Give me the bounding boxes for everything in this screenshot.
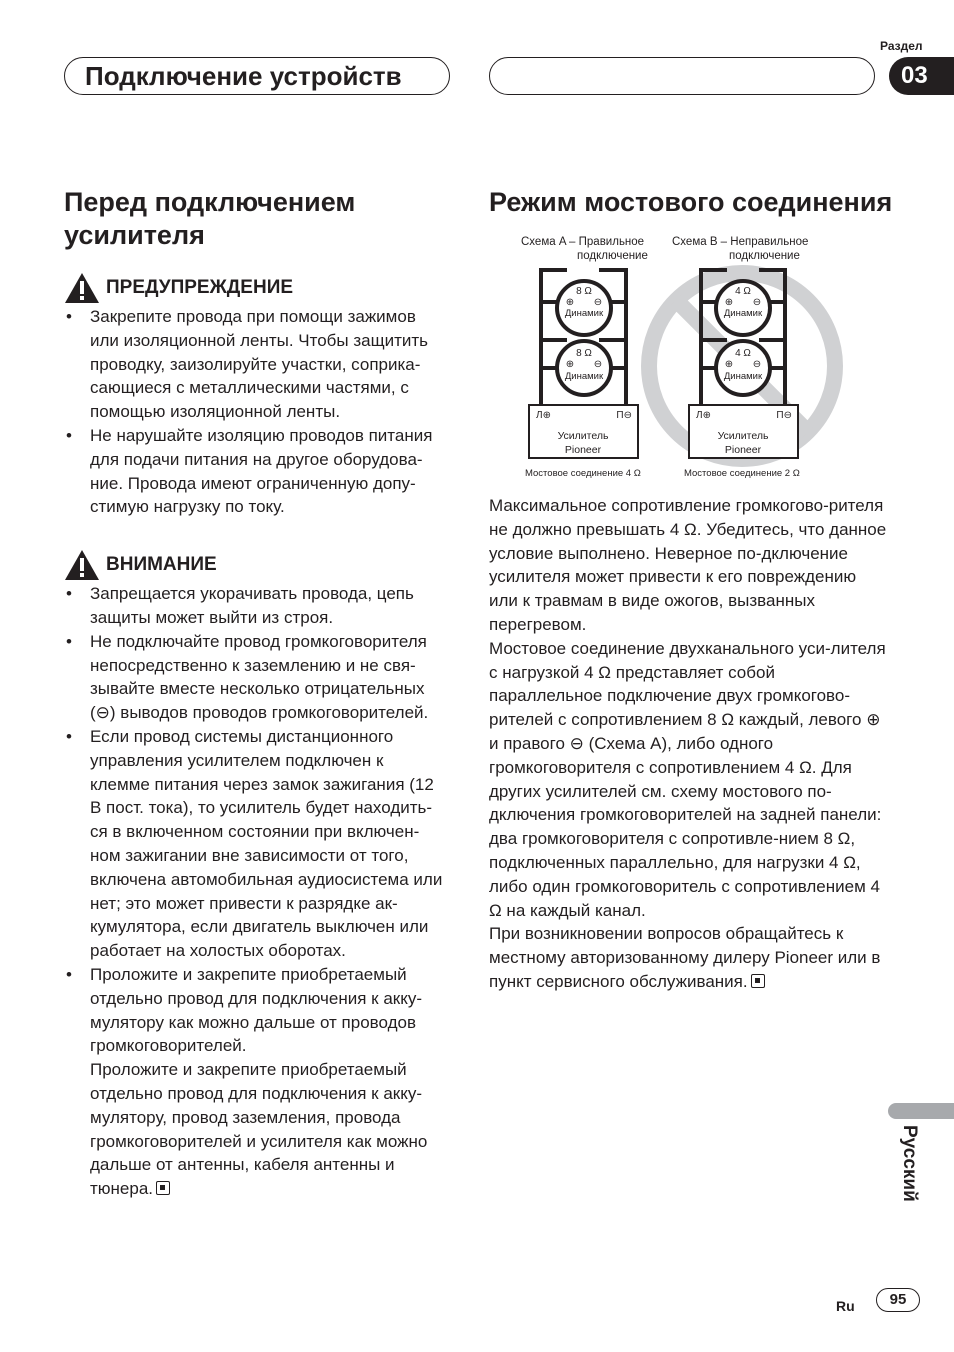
list-item-continuation: Проложите и закрепите приобретаемый отдельно провод для подключения к акку-мулятору, провод заземления, провода громкоговорителей и усилителя как можно дальше от антенны, кабеля антенны и тюнера. xyxy=(90,1060,428,1199)
caution-triangle-icon xyxy=(64,549,100,581)
left-column xyxy=(64,186,444,1201)
language-code: Ru xyxy=(836,1298,855,1314)
bridge-diagram xyxy=(489,228,869,484)
section-number: 03 xyxy=(889,57,954,95)
speaker-icon xyxy=(716,341,770,395)
scheme-b-title: Схема B – Неправильное xyxy=(672,236,809,248)
caution-header xyxy=(64,549,444,581)
paragraph: При возникновении вопросов обращайтесь к местному авторизованному дилеру Pioneer или в пункт сервисного обслуживания. xyxy=(489,924,881,991)
scheme-a-caption: Мостовое соединение 4 Ω xyxy=(525,468,641,479)
svg-text:Динамик: Динамик xyxy=(723,308,763,319)
warning-list xyxy=(64,305,444,519)
svg-text:П⊖: П⊖ xyxy=(616,410,632,421)
paragraph: Мостовое соединение двухканального уси-лителя с нагрузкой 4 Ω представляет собой параллельное подключение двух громкогово-рителей с сопротивлением 8 Ω каждый, левого ⊕ и правого ⊖ (Схема A), либо одного громкоговорителя с сопротивлением 4 Ω. Для других усилителей см. схему мостового по-дключения громкоговорителей на задней панели: два громкоговорителя с сопротивле-нием 8 Ω, подключенных параллельно, для нагрузки 4 Ω, либо один громкоговоритель с сопротивлением 4 Ω на каждый канал. xyxy=(489,638,886,920)
list-item: • Если провод системы дистанционного управления усилителем подключен к клемме питания через замок зажигания (12 В пост. тока), то усилитель будет находить-ся в включенном состоянии при включен-ном зажигании вне зависимости от того, включена автомобильная аудиосистема или нет; это может привести к разрядке ак-кумулятора, если двигатель выключен или работает на холостых оборотах. xyxy=(66,726,443,961)
svg-text:⊕: ⊕ xyxy=(724,359,734,370)
svg-text:⊖: ⊖ xyxy=(593,297,603,308)
svg-text:Pioneer: Pioneer xyxy=(724,444,762,456)
list-item: • Не подключайте провод громкоговорителя непосредственно к заземлению и не свя-зывайте вместе несколько отрицательных (⊖) выводов проводов громкоговорителей. xyxy=(66,631,429,723)
end-mark-icon xyxy=(156,1181,170,1195)
end-mark-icon xyxy=(751,974,765,988)
svg-text:⊖: ⊖ xyxy=(752,297,762,308)
right-heading: Режим мостового соединения xyxy=(489,187,893,217)
speaker-icon xyxy=(716,281,770,335)
svg-text:4 Ω: 4 Ω xyxy=(735,348,751,359)
svg-text:⊕: ⊕ xyxy=(724,297,734,308)
svg-text:Л⊕: Л⊕ xyxy=(536,410,551,421)
page-number: 95 xyxy=(876,1288,920,1312)
list-item: • Закрепите провода при помощи зажимов или изоляционной ленты. Чтобы защитить проводку, заизолируйте участки, соприка-сающиеся с металлическими частями, с помощью изоляционной ленты. xyxy=(66,307,429,422)
amplifier-a xyxy=(529,405,638,458)
svg-text:8 Ω: 8 Ω xyxy=(576,348,592,359)
scheme-b-caption: Мостовое соединение 2 Ω xyxy=(684,468,800,479)
warning-title: ПРЕДУПРЕЖДЕНИЕ xyxy=(106,277,294,298)
svg-text:П⊖: П⊖ xyxy=(776,410,792,421)
svg-text:⊕: ⊕ xyxy=(565,297,575,308)
svg-text:Л⊕: Л⊕ xyxy=(696,410,711,421)
header-title: Подключение устройств xyxy=(85,61,402,91)
svg-text:Усилитель: Усилитель xyxy=(557,430,609,442)
svg-text:Динамик: Динамик xyxy=(564,371,604,382)
list-item: • Не нарушайте изоляцию проводов питания для подачи питания на другое оборудова-ние. Провода имеют ограниченную допу-стимую нагрузку по току. xyxy=(66,425,433,517)
section-label: Раздел xyxy=(880,39,923,53)
left-heading: Перед подключением усилителя xyxy=(64,187,356,250)
svg-text:Динамик: Динамик xyxy=(564,308,604,319)
svg-text:⊕: ⊕ xyxy=(565,359,575,370)
svg-text:Усилитель: Усилитель xyxy=(717,430,769,442)
language-label: Русский xyxy=(899,1125,920,1202)
svg-text:Динамик: Динамик xyxy=(723,371,763,382)
scheme-a-title: Схема A – Правильное xyxy=(521,236,645,248)
right-body xyxy=(489,494,889,994)
paragraph: Максимальное сопротивление громкогово-рителя не должно превышать 4 Ω. Убедитесь, что данное условие выполнено. Неверное по-дключение усилителя может привести к его повреждению или к травмам в виде ожогов, вызванных перегревом. xyxy=(489,496,887,634)
speaker-icon xyxy=(557,281,611,335)
caution-list xyxy=(64,582,444,1201)
amplifier-b xyxy=(689,405,798,458)
list-item: • Запрещается укорачивать провода, цепь защиты может выйти из строя. xyxy=(66,584,414,627)
list-item: • Проложите и закрепите приобретаемый отдельно провод для подключения к акку-мулятору как можно дальше от проводов громкоговорителей. xyxy=(66,964,422,1056)
caution-title: ВНИМАНИЕ xyxy=(106,554,217,576)
svg-text:⊖: ⊖ xyxy=(593,359,603,370)
scheme-a-subtitle: подключение xyxy=(577,250,648,262)
svg-text:8 Ω: 8 Ω xyxy=(576,286,592,297)
scheme-b-subtitle: подключение xyxy=(729,250,800,262)
right-column xyxy=(489,186,909,219)
svg-text:4 Ω: 4 Ω xyxy=(735,286,751,297)
speaker-icon xyxy=(557,341,611,395)
header-empty-frame xyxy=(489,57,875,95)
svg-text:⊖: ⊖ xyxy=(752,359,762,370)
svg-text:Pioneer: Pioneer xyxy=(564,444,602,456)
warning-triangle-icon xyxy=(64,272,100,304)
language-tab xyxy=(888,1103,954,1119)
warning-header xyxy=(64,272,444,304)
